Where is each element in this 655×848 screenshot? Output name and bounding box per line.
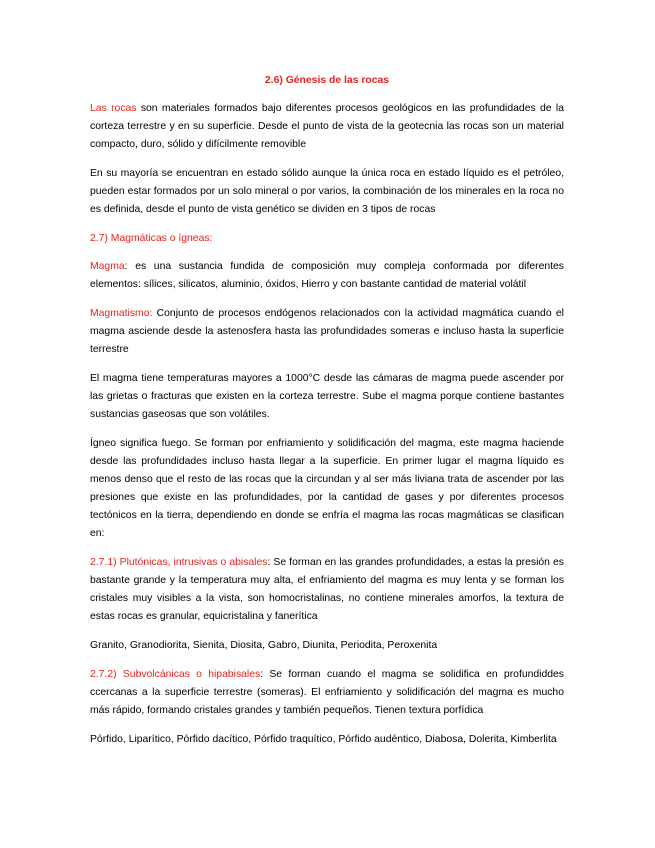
- paragraph-estado: En su mayoría se encuentran en estado sólido aunque la única roca en estado líquido es el petróleo, pueden estar formados por un solo mineral o por varios, la combinación de los minerales en la roca no es definida, desde el punto de vista genético se dividen en 3 tipos de rocas: [90, 168, 564, 215]
- paragraph-magmatismo-text: Conjunto de procesos endógenos relacionados con la actividad magmática cuando el magma asciende desde la astenosfera hasta las profundidades someras e incluso hasta la superficie terrestre: [90, 308, 564, 355]
- paragraph-magmatismo: [90, 305, 564, 359]
- term-las-rocas: Las rocas: [90, 103, 137, 114]
- paragraph-rocas-text: son materiales formados bajo diferentes procesos geológicos en las profundidades de la corteza terrestre y en su superficie. Desde el punto de vista de la geotecnia las rocas son un material compacto, duro, sólido y difícilmente removible: [90, 103, 564, 150]
- paragraph-magma-text: : es una sustancia fundida de composición muy compleja conformada por diferentes elementos: sílices, silicatos, aluminio, óxidos, Hierro y con bastante cantidad de material volátil: [90, 261, 564, 290]
- paragraph-rocas: [90, 100, 564, 154]
- term-magmatismo: Magmatismo:: [90, 308, 153, 319]
- paragraph-plutonicas: [90, 554, 564, 626]
- paragraph-magma: [90, 258, 564, 294]
- term-magma: Magma: [90, 261, 125, 272]
- list-plutonicas: Granito, Granodiorita, Sienita, Diosita, Gabro, Diunita, Periodita, Peroxenita: [90, 640, 438, 651]
- paragraph-temperatura: El magma tiene temperaturas mayores a 1000°C desde las cámaras de magma puede ascender por las grietas o fracturas que existen en la corteza terrestre. Sube el magma porque contiene bastantes sustancias gaseosas que son volátiles.: [90, 373, 564, 420]
- paragraph-subvolcanicas: [90, 666, 564, 720]
- section-title: 2.6) Génesis de las rocas: [264, 75, 390, 86]
- term-subvolcanicas: 2.7.2) Subvolcánicas o hipabisales: [90, 669, 261, 680]
- paragraph-igneo: Ígneo significa fuego. Se forman por enfriamiento y solidificación del magma, este magma haciende desde las profundidades incluso hasta llegar a la superficie. En primer lugar el magma líquido es menos denso que el resto de las rocas que la circundan y al ser más liviana trata de ascender por las presiones que existe en las profundidades, por la cantidad de gases y por diferentes procesos tectónicos en la tierra, dependiendo en donde se enfría el magma las rocas magmáticas se clasifican en:: [90, 438, 564, 539]
- heading-magmaticas: 2.7) Magmáticas o ígneas:: [90, 233, 213, 244]
- list-subvolcanicas: Pórfido, Liparítico, Pórfido dacítico, Pórfido traquítico, Pórfido audéntico, Diabosa, Dolerita, Kimberlita: [90, 734, 557, 745]
- paragraph-plutonicas-text: : Se forman en las grandes profundidades, a estas la presión es bastante grande y la temperatura muy alta, el enfriamiento del magma es muy lenta y se forman los cristales muy visibles a la vista, son homocristalinas, no contiene minerales amorfos, la textura de estas rocas es granular, equicristalina y fanerítica: [90, 557, 564, 622]
- term-plutonicas: 2.7.1) Plutónicas, intrusivas o abisales: [90, 557, 268, 568]
- document-page: [90, 72, 564, 760]
- paragraph-subvolcanicas-text: : Se forman cuando el magma se solidifica en profundiddes ccercanas a la superficie terrestre (someras). El enfriamiento y solidificación del magma es mucho más rápido, formando cristales grandes y también pequeños. Tienen textura porfídica: [90, 669, 565, 716]
